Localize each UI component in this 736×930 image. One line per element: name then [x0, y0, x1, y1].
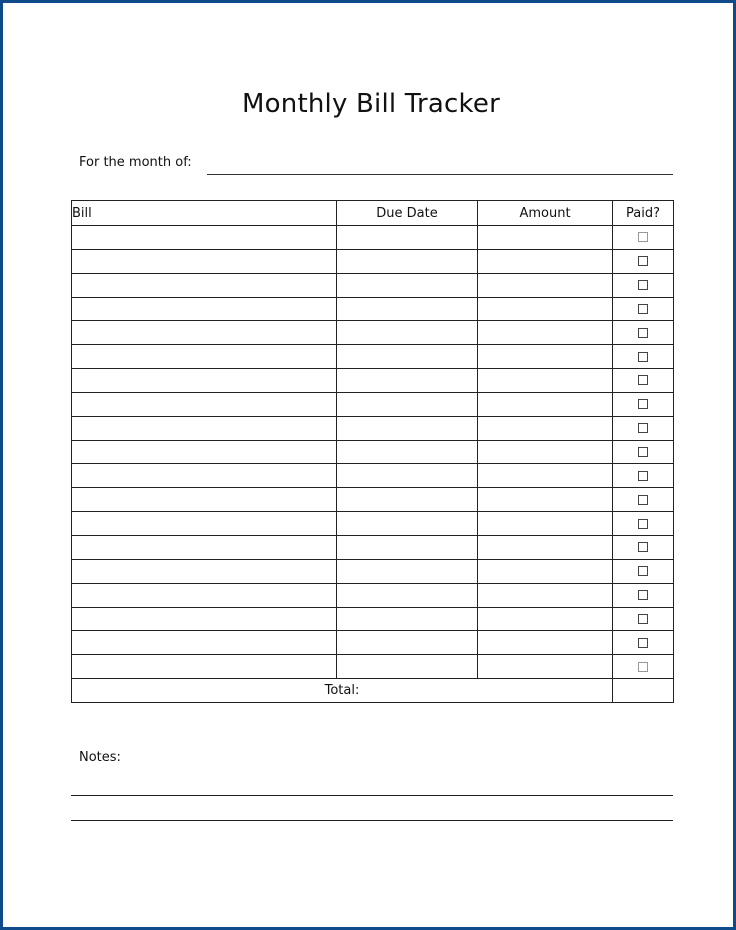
header-amount: Amount	[478, 201, 613, 226]
amount-cell[interactable]	[478, 345, 613, 369]
table-row	[72, 583, 674, 607]
notes-line[interactable]	[71, 820, 673, 821]
table-header-row	[72, 201, 674, 226]
header-paid: Paid?	[613, 201, 674, 226]
header-due-date: Due Date	[337, 201, 478, 226]
due-date-cell[interactable]	[337, 512, 478, 536]
due-date-cell[interactable]	[337, 249, 478, 273]
amount-cell[interactable]	[478, 607, 613, 631]
table-row	[72, 535, 674, 559]
paid-cell	[613, 583, 674, 607]
due-date-cell[interactable]	[337, 297, 478, 321]
table-row	[72, 273, 674, 297]
paid-cell	[613, 607, 674, 631]
paid-cell	[613, 369, 674, 393]
amount-cell[interactable]	[478, 416, 613, 440]
table-row	[72, 440, 674, 464]
bill-cell[interactable]	[72, 512, 337, 536]
due-date-cell[interactable]	[337, 631, 478, 655]
due-date-cell[interactable]	[337, 369, 478, 393]
paid-checkbox[interactable]	[638, 471, 648, 481]
paid-cell	[613, 488, 674, 512]
bill-cell[interactable]	[72, 273, 337, 297]
paid-checkbox[interactable]	[638, 304, 648, 314]
table-row	[72, 464, 674, 488]
amount-cell[interactable]	[478, 440, 613, 464]
paid-cell	[613, 440, 674, 464]
paid-checkbox[interactable]	[638, 232, 648, 242]
paid-checkbox[interactable]	[638, 566, 648, 576]
due-date-cell[interactable]	[337, 440, 478, 464]
table-row	[72, 392, 674, 416]
header-bill: Bill	[72, 201, 337, 226]
paid-cell	[613, 559, 674, 583]
paid-checkbox[interactable]	[638, 328, 648, 338]
table-row	[72, 655, 674, 679]
table-row	[72, 416, 674, 440]
bill-cell[interactable]	[72, 607, 337, 631]
table-row	[72, 369, 674, 393]
paid-checkbox[interactable]	[638, 256, 648, 266]
table-row	[72, 226, 674, 250]
bill-cell[interactable]	[72, 345, 337, 369]
amount-cell[interactable]	[478, 321, 613, 345]
bill-cell[interactable]	[72, 369, 337, 393]
total-row	[72, 679, 674, 703]
paid-checkbox[interactable]	[638, 423, 648, 433]
due-date-cell[interactable]	[337, 559, 478, 583]
bill-cell[interactable]	[72, 226, 337, 250]
month-label: For the month of:	[79, 155, 192, 170]
paid-cell	[613, 273, 674, 297]
paid-checkbox[interactable]	[638, 495, 648, 505]
amount-cell[interactable]	[478, 297, 613, 321]
total-label: Total:	[72, 679, 613, 703]
paid-checkbox[interactable]	[638, 399, 648, 409]
due-date-cell[interactable]	[337, 488, 478, 512]
due-date-cell[interactable]	[337, 416, 478, 440]
amount-cell[interactable]	[478, 583, 613, 607]
paid-cell	[613, 655, 674, 679]
paid-checkbox[interactable]	[638, 542, 648, 552]
table-row	[72, 559, 674, 583]
page-title: Monthly Bill Tracker	[242, 89, 500, 119]
bill-cell[interactable]	[72, 631, 337, 655]
paid-cell	[613, 226, 674, 250]
paid-checkbox[interactable]	[638, 280, 648, 290]
amount-cell[interactable]	[478, 226, 613, 250]
paid-checkbox[interactable]	[638, 519, 648, 529]
table-row	[72, 345, 674, 369]
due-date-cell[interactable]	[337, 345, 478, 369]
paid-cell	[613, 464, 674, 488]
bill-cell[interactable]	[72, 655, 337, 679]
amount-cell[interactable]	[478, 273, 613, 297]
amount-cell[interactable]	[478, 488, 613, 512]
paid-checkbox[interactable]	[638, 638, 648, 648]
paid-checkbox[interactable]	[638, 447, 648, 457]
paid-checkbox[interactable]	[638, 352, 648, 362]
due-date-cell[interactable]	[337, 607, 478, 631]
due-date-cell[interactable]	[337, 583, 478, 607]
paid-cell	[613, 321, 674, 345]
bill-cell[interactable]	[72, 464, 337, 488]
month-input-line[interactable]	[207, 174, 673, 175]
bill-cell[interactable]	[72, 321, 337, 345]
due-date-cell[interactable]	[337, 535, 478, 559]
paid-checkbox[interactable]	[638, 662, 648, 672]
paid-checkbox[interactable]	[638, 590, 648, 600]
paid-checkbox[interactable]	[638, 614, 648, 624]
bill-cell[interactable]	[72, 392, 337, 416]
paid-cell	[613, 416, 674, 440]
paid-cell	[613, 297, 674, 321]
amount-cell[interactable]	[478, 535, 613, 559]
bill-cell[interactable]	[72, 297, 337, 321]
table-row	[72, 607, 674, 631]
amount-cell[interactable]	[478, 392, 613, 416]
paid-cell	[613, 345, 674, 369]
paid-cell	[613, 249, 674, 273]
amount-cell[interactable]	[478, 464, 613, 488]
table-row	[72, 512, 674, 536]
table-row	[72, 297, 674, 321]
amount-cell[interactable]	[478, 631, 613, 655]
amount-cell[interactable]	[478, 512, 613, 536]
due-date-cell[interactable]	[337, 273, 478, 297]
bill-cell[interactable]	[72, 583, 337, 607]
bill-cell[interactable]	[72, 440, 337, 464]
paid-cell	[613, 512, 674, 536]
notes-line[interactable]	[71, 795, 673, 796]
due-date-cell[interactable]	[337, 321, 478, 345]
paid-cell	[613, 392, 674, 416]
paid-cell	[613, 631, 674, 655]
bill-cell[interactable]	[72, 535, 337, 559]
bill-cell[interactable]	[72, 488, 337, 512]
amount-cell[interactable]	[478, 559, 613, 583]
due-date-cell[interactable]	[337, 226, 478, 250]
bill-cell[interactable]	[72, 249, 337, 273]
paid-cell	[613, 535, 674, 559]
amount-cell[interactable]	[478, 249, 613, 273]
due-date-cell[interactable]	[337, 392, 478, 416]
total-value-cell[interactable]	[613, 679, 674, 703]
bill-cell[interactable]	[72, 559, 337, 583]
due-date-cell[interactable]	[337, 655, 478, 679]
notes-label: Notes:	[79, 750, 121, 765]
table-row	[72, 249, 674, 273]
table-row	[72, 488, 674, 512]
paid-checkbox[interactable]	[638, 375, 648, 385]
bill-cell[interactable]	[72, 416, 337, 440]
bill-table	[71, 200, 674, 703]
table-row	[72, 321, 674, 345]
due-date-cell[interactable]	[337, 464, 478, 488]
table-row	[72, 631, 674, 655]
amount-cell[interactable]	[478, 655, 613, 679]
amount-cell[interactable]	[478, 369, 613, 393]
